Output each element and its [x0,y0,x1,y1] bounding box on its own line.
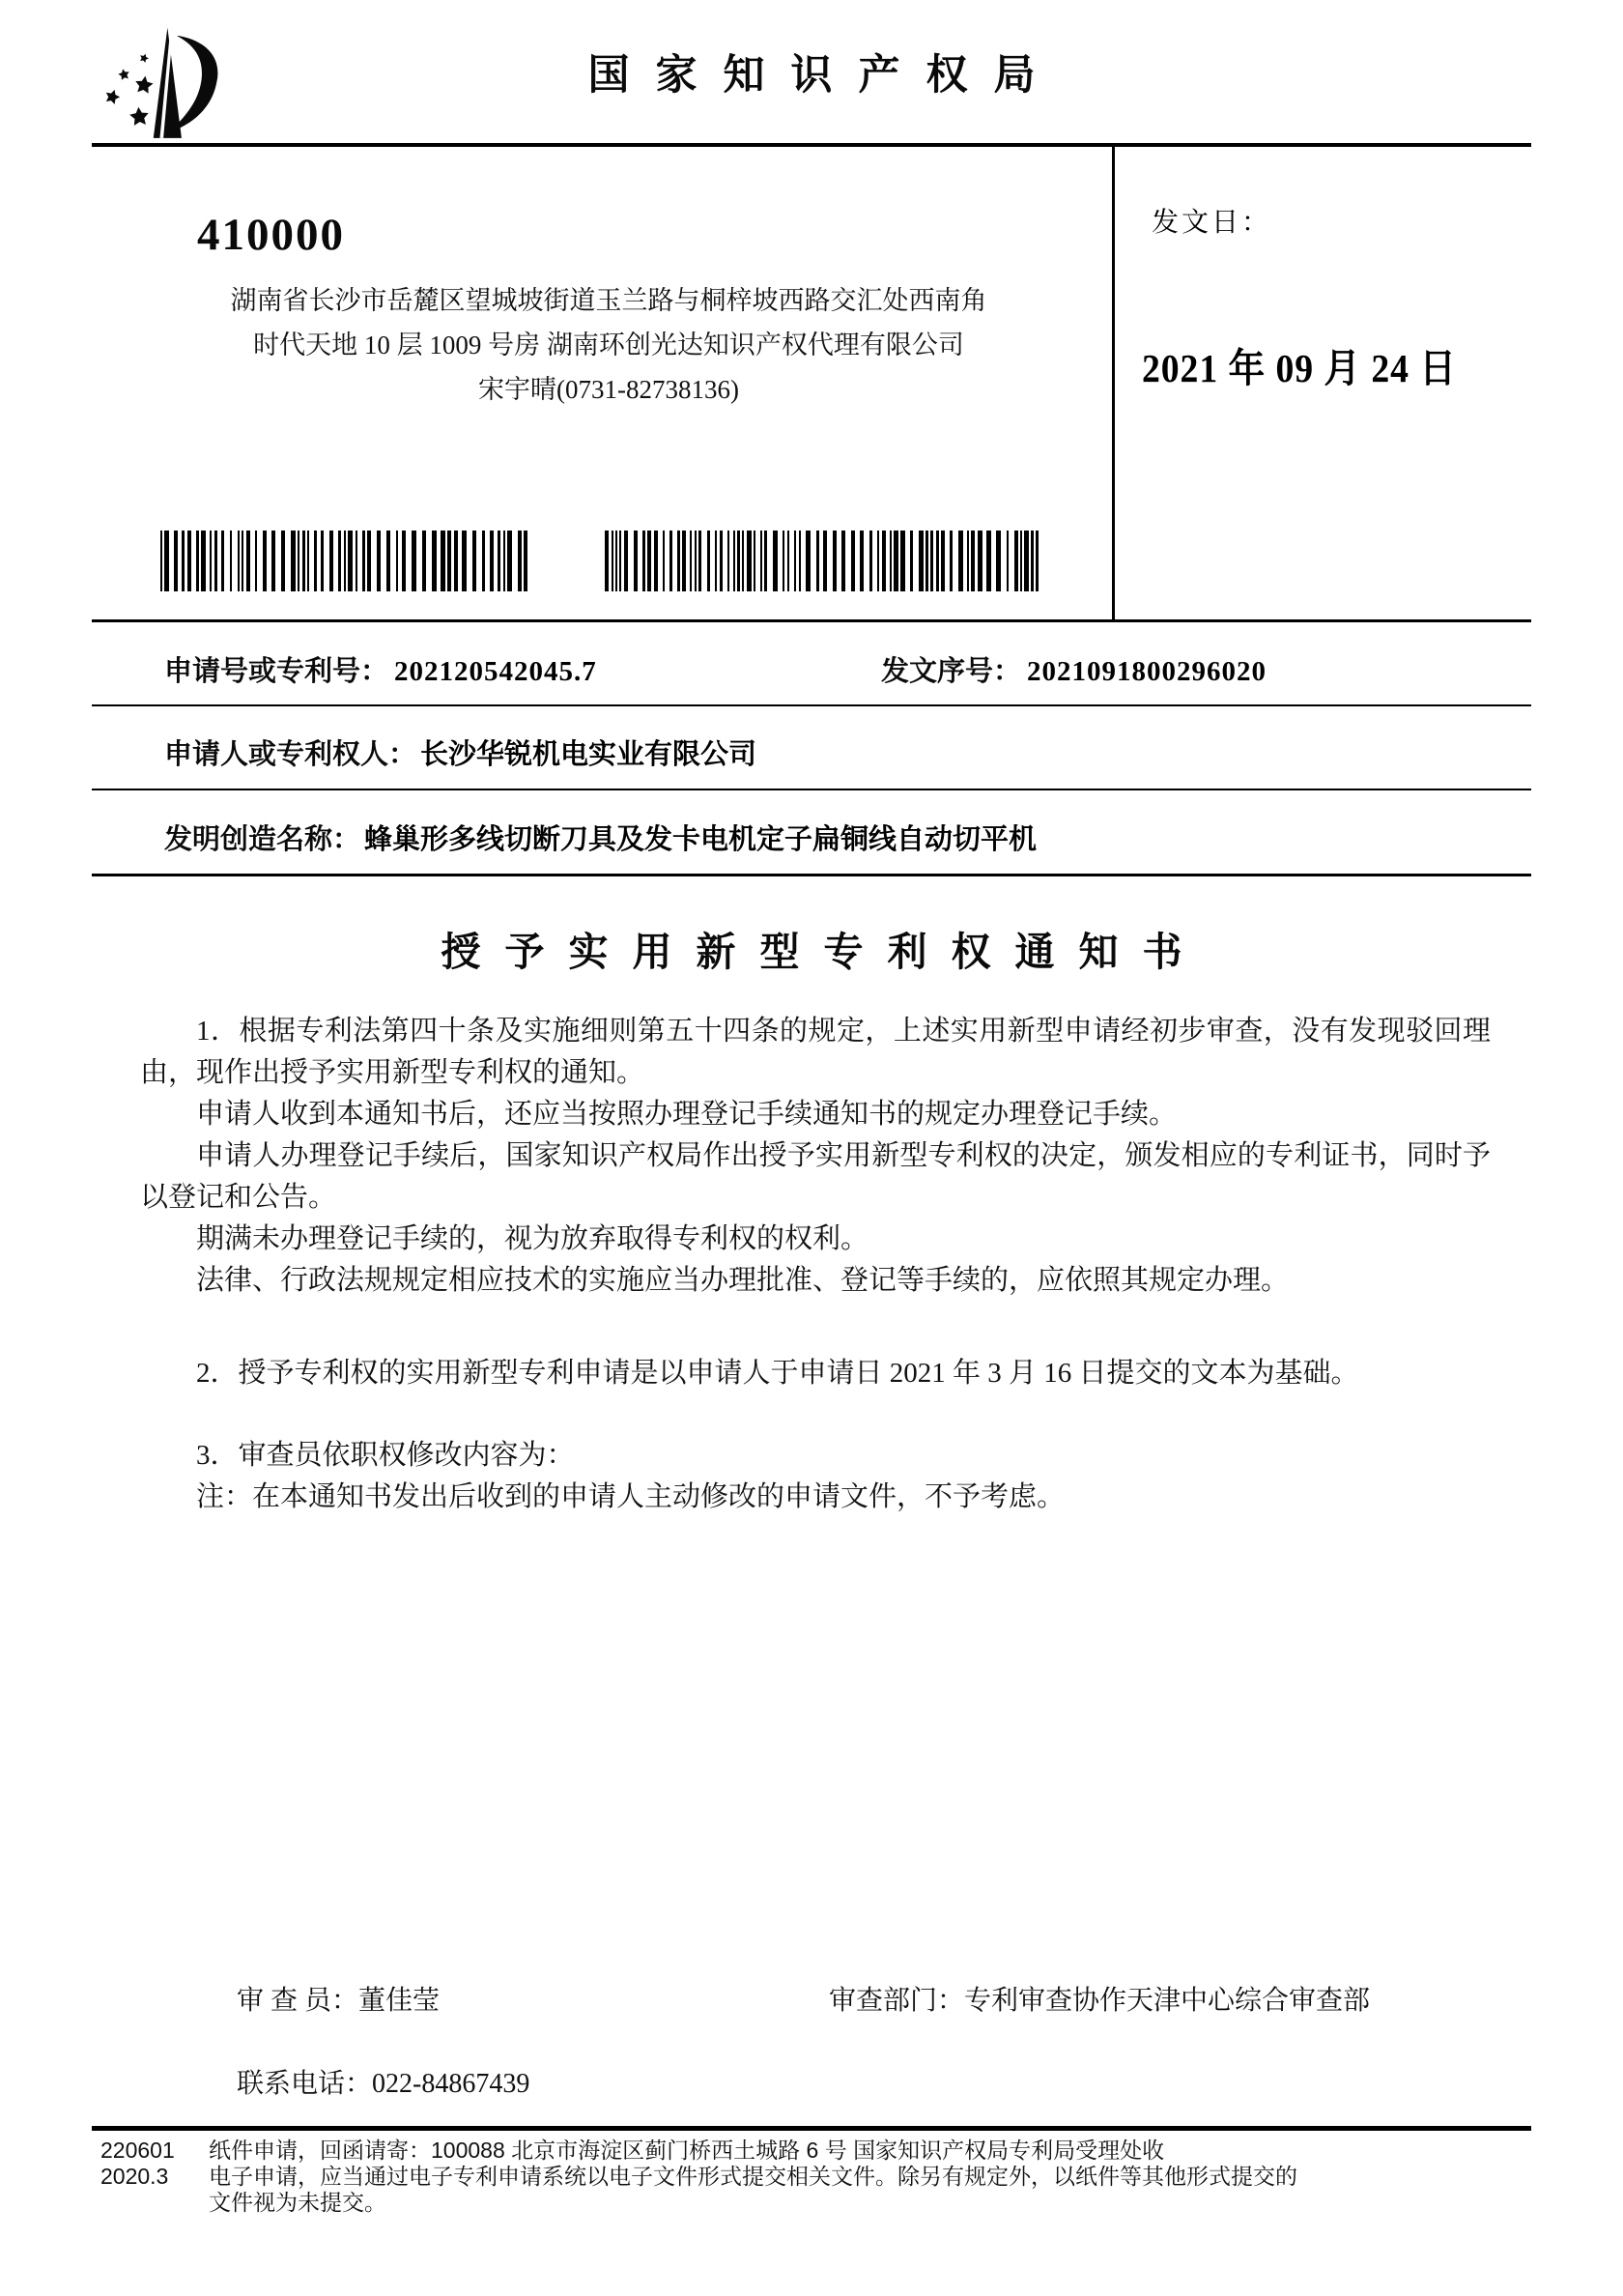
form-version: 2020.3 [100,2164,169,2189]
footer-line: 电子申请，应当通过电子专利申请系统以电子文件形式提交相关文件。除另有规定外，以纸件等其他形式提交的 [209,2164,1297,2189]
address-line: 时代天地 10 层 1009 号房 湖南环创光达知识产权代理有限公司 [253,330,964,359]
barcode-rule [92,619,1531,622]
dispatch-number-value: 2021091800296020 [1027,656,1267,687]
application-number-row [164,649,597,689]
applicant-label: 申请人或专利权人： [164,739,417,770]
examiner-name: 董佳莹 [358,1986,441,2016]
recipient-address [126,278,1092,412]
department-label: 审查部门： [829,1986,965,2016]
header-rule [92,143,1531,147]
dispatch-date-label: 发文日： [1152,208,1272,238]
applicant-row-rule [92,789,1531,790]
notice-paragraph: 法律、行政法规规定相应技术的实施应当办理批准、登记等手续的，应依照其规定办理。 [196,1265,1290,1296]
dispatch-date-value: 2021 年 09 月 24 日 [1142,346,1457,390]
notice-body [140,1011,1491,1518]
dispatch-number-row [881,649,1267,689]
phone-line [237,2062,529,2101]
invention-name-row [164,818,1037,857]
application-number-label: 申请号或专利号： [164,656,389,687]
phone-label: 联系电话： [237,2069,373,2099]
form-code: 220601 [100,2138,175,2163]
barcode-right [605,531,1047,591]
form-code-block [100,2138,175,2190]
notice-paragraph: 申请人办理登记手续后，国家知识产权局作出授予实用新型专利权的决定，颁发相应的专利证书，同时予以登记和公告。 [140,1140,1491,1213]
invention-name-label: 发明创造名称： [164,824,361,855]
notice-paragraph: 2．授予专利权的实用新型专利申请是以申请人于申请日 2021 年 3 月 16 日提交的文本为基础。 [196,1358,1359,1389]
department-name: 专利审查协作天津中心综合审查部 [964,1986,1371,2016]
notice-paragraph: 3．审查员依职权修改内容为： [196,1440,575,1471]
applicant-row [164,732,756,772]
barcode-left [160,531,535,591]
notice-paragraph: 注：在本通知书发出后收到的申请人主动修改的申请文件，不予考虑。 [196,1481,1066,1512]
notice-paragraph: 申请人收到本通知书后，还应当按照办理登记手续通知书的规定办理登记手续。 [196,1099,1178,1130]
department-line [829,1979,1370,2018]
notice-paragraph: 期满未办理登记手续的，视为放弃取得专利权的权利。 [196,1223,869,1254]
footer-line: 文件视为未提交。 [209,2190,386,2215]
postal-code: 410000 [197,210,345,260]
application-row-rule [92,704,1531,706]
phone-number: 022-84867439 [372,2069,530,2099]
address-line: 宋宇晴(0731-82738136) [478,375,739,404]
invention-name-value: 蜂巢形多线切断刀具及发卡电机定子扁铜线自动切平机 [364,824,1038,855]
datebox-divider [1112,145,1115,621]
examiner-label: 审 查 员： [237,1986,359,2016]
footer-instructions [209,2138,1532,2216]
address-line: 湖南省长沙市岳麓区望城坡街道玉兰路与桐梓坡西路交汇处西南角 [230,286,987,315]
footer-rule [92,2126,1531,2131]
notice-title: 授予实用新型专利权通知书 [441,930,1207,974]
agency-title: 国家知识产权局 [587,52,1062,99]
invention-row-rule [92,874,1531,876]
application-number-value: 202120542045.7 [394,656,597,687]
dispatch-number-label: 发文序号： [881,656,1022,687]
examiner-line [237,1979,440,2018]
applicant-value: 长沙华锐机电实业有限公司 [420,739,757,770]
footer-line: 纸件申请，回函请寄：100088 北京市海淀区蓟门桥西土城路 6 号 国家知识产权局专利局受理处收 [209,2138,1165,2163]
notice-paragraph: 1．根据专利法第四十条及实施细则第五十四条的规定，上述实用新型申请经初步审查，没有发现驳回理由，现作出授予实用新型专利权的通知。 [140,1016,1491,1088]
